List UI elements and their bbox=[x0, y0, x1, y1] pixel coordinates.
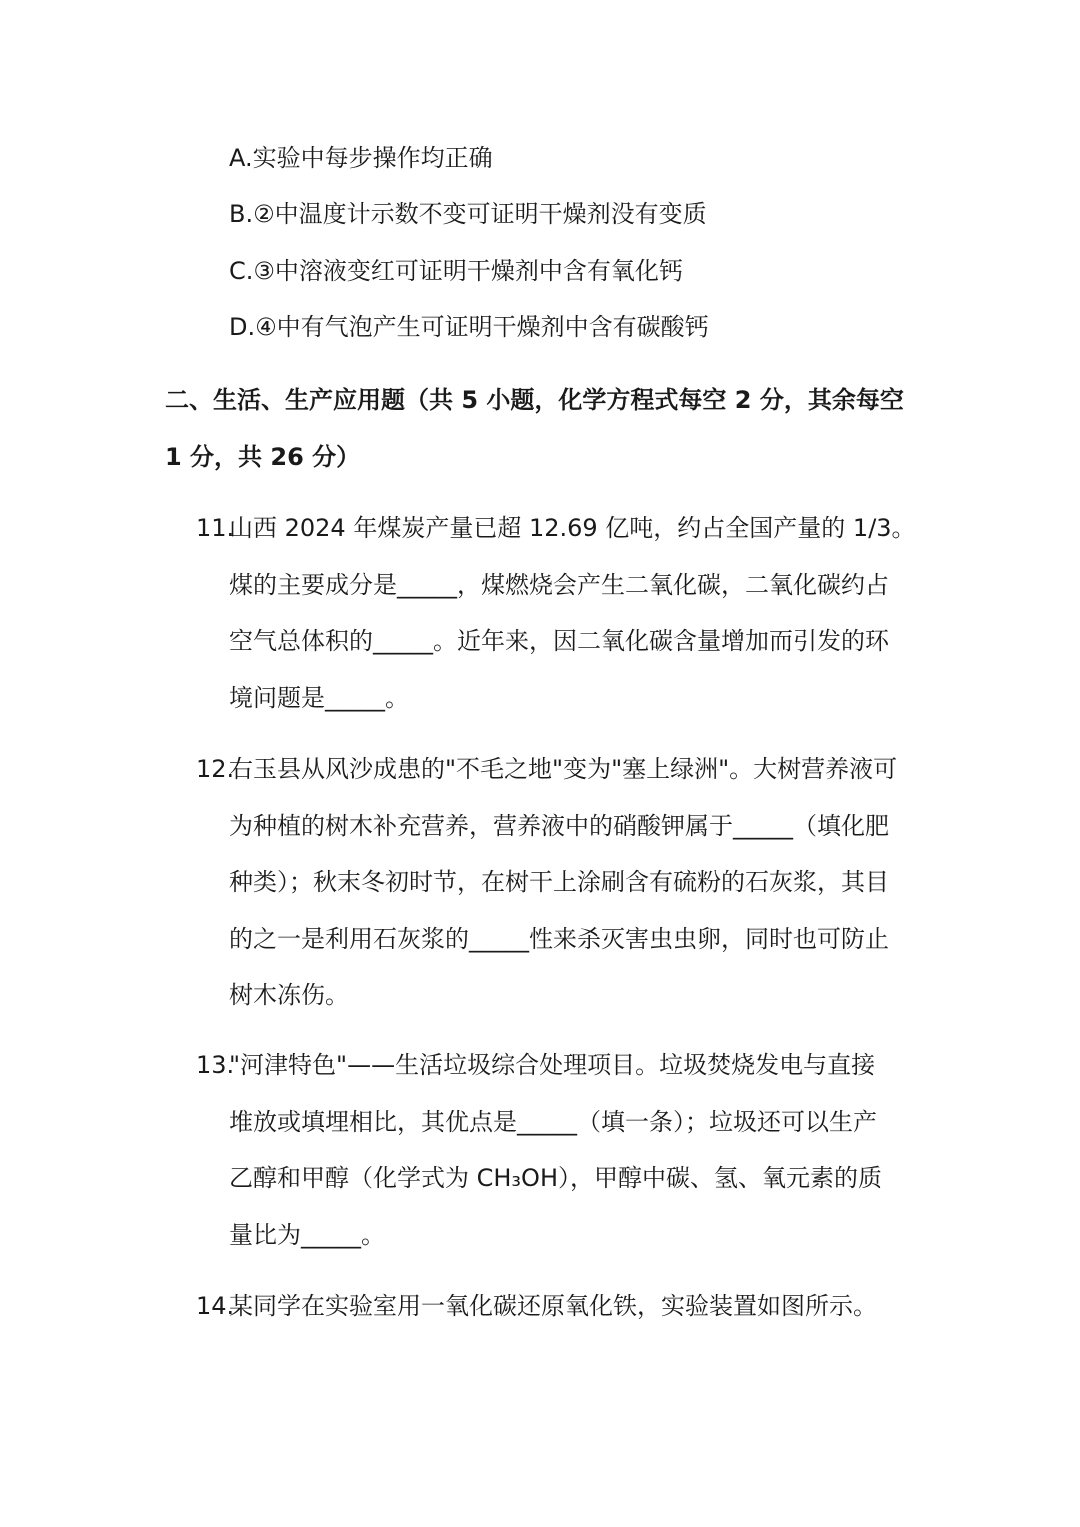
option-d: D.④中有气泡产生可证明干燥剂中含有碳酸钙 bbox=[229, 313, 709, 341]
question-line: 堆放或填埋相比，其优点是_____（填一条）；垃圾还可以生产 bbox=[229, 1107, 877, 1136]
question-line: "河津特色"——生活垃圾综合处理项目。垃圾焚烧发电与直接 bbox=[229, 1051, 876, 1079]
option-a: A.实验中每步操作均正确 bbox=[229, 144, 493, 172]
question-number: 12. bbox=[196, 755, 235, 783]
question-12 bbox=[196, 741, 918, 1024]
section-heading-line-2: 1 分，共 26 分） bbox=[165, 442, 361, 471]
question-13 bbox=[196, 1037, 918, 1263]
question-line: 某同学在实验室用一氧化碳还原氧化铁，实验装置如图所示。 bbox=[229, 1292, 877, 1320]
question-number: 13. bbox=[196, 1051, 235, 1079]
question-number: 11. bbox=[196, 514, 235, 542]
question-number: 14. bbox=[196, 1292, 235, 1320]
question-line: 量比为_____。 bbox=[229, 1220, 385, 1249]
question-line: 右玉县从风沙成患的"不毛之地"变为"塞上绿洲"。大树营养液可 bbox=[229, 755, 898, 783]
section-heading bbox=[165, 372, 925, 485]
question-line: 山西 2024 年煤炭产量已超 12.69 亿吨，约占全国产量的 1/3。 bbox=[229, 514, 916, 542]
question-line: 煤的主要成分是_____，煤燃烧会产生二氧化碳，二氧化碳约占 bbox=[229, 570, 889, 599]
section-heading-line-1: 二、生活、生产应用题（共 5 小题，化学方程式每空 2 分，其余每空 bbox=[165, 386, 904, 414]
question-14 bbox=[196, 1278, 918, 1335]
option-c: C.③中溶液变红可证明干燥剂中含有氧化钙 bbox=[229, 257, 683, 285]
question-line: 为种植的树木补充营养，营养液中的硝酸钾属于_____（填化肥 bbox=[229, 811, 889, 840]
question-line: 空气总体积的_____。近年来，因二氧化碳含量增加而引发的环 bbox=[229, 627, 889, 655]
question-line: 境问题是_____。 bbox=[229, 683, 409, 712]
question-line: 乙醇和甲醇（化学式为 CH₃OH），甲醇中碳、氢、氧元素的质 bbox=[229, 1164, 882, 1192]
question-line: 种类）；秋末冬初时节，在树干上涂刷含有硫粉的石灰浆，其目 bbox=[229, 868, 889, 896]
option-b: B.②中温度计示数不变可证明干燥剂没有变质 bbox=[229, 200, 707, 228]
question-line: 的之一是利用石灰浆的_____性来杀灭害虫虫卵，同时也可防止 bbox=[229, 924, 889, 953]
question-11 bbox=[196, 500, 918, 726]
question-line: 树木冻伤。 bbox=[229, 981, 349, 1009]
